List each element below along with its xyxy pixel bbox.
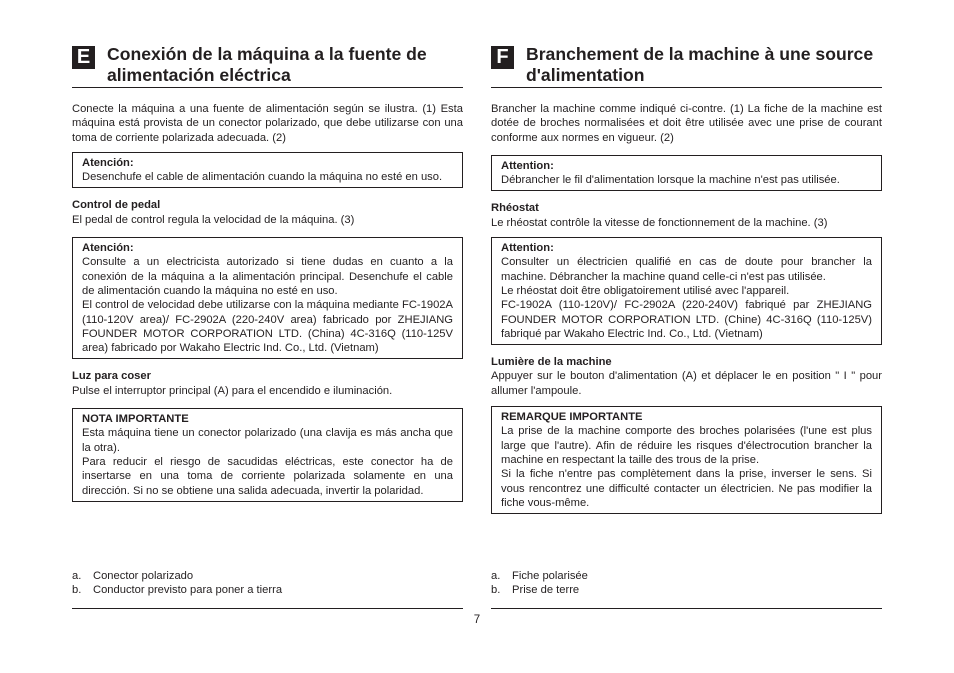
box-text: FC-1902A (110-120V)/ FC-2902A (220-240V) fabriqué par ZHEJIANG FOUNDER MOTOR CORPORATION LTD. (Chine) 4C-316Q (110-125V) fabriqué par Wakaho Electric Ind. Co., Ltd. (Vietnam): [501, 299, 872, 340]
box-text: Para reducir el riesgo de sacudidas eléctricas, este conector ha de insertarse en una toma de corriente polarizada solamente en una dirección. Si no se obtiene una salida adecuada, invertir la polaridad.: [82, 455, 453, 497]
spanish-section: [72, 40, 463, 502]
important-note-box: [491, 406, 882, 514]
intro-paragraph: Conecte la máquina a una fuente de alimentación según se ilustra. (1) Esta máquina está provista de un conector polarizado, que debe utilizarse con una toma de corriente polarizada adecuada. (2): [72, 103, 463, 144]
legend-label: b.: [72, 584, 82, 597]
box-title: REMARQUE IMPORTANTE: [501, 411, 643, 424]
box-text: Si la fiche n'entre pas complètement dans la prise, inverser le sens. Si vous rencontrez une difficulté contacter un électricien. Ne pas modifier la fiche vous-même.: [501, 468, 872, 509]
footer-rule-right: [491, 608, 882, 609]
legend-text: Prise de terre: [512, 584, 580, 597]
section-title: Conexión de la máquina a la fuente de alimentación eléctrica: [107, 44, 427, 85]
box-title: Attention:: [501, 242, 554, 255]
box-text: La prise de la machine comporte des broches polarisées (l'une est plus large que l'autre). Afin de réduire les risques d'électrocution brancher la machine en respectant la taille des trous de la prise.: [501, 425, 872, 466]
pedal-text: Le rhéostat contrôle la vitesse de fonctionnement de la machine. (3): [491, 216, 828, 229]
legend-item: [491, 569, 588, 583]
attention-box-electrician: [72, 237, 463, 359]
box-text: Esta máquina tiene un conector polarizado (una clavija es más ancha que la otra).: [82, 427, 453, 454]
french-section: [491, 40, 882, 514]
legend-text: Fiche polarisée: [512, 570, 588, 582]
section-header: [491, 40, 882, 87]
box-text: Le rhéostat doit être obligatoirement utilisé avec l'appareil.: [501, 284, 790, 297]
attention-box: [72, 152, 463, 189]
intro-paragraph: Brancher la machine comme indiqué ci-contre. (1) La fiche de la machine est dotée de broches normalisées et doit être utilisée avec une prise de courant conforme aux normes en vigueur. (2): [491, 103, 882, 144]
section-header: [72, 40, 463, 87]
pedal-heading: Control de pedal: [72, 199, 161, 212]
legend-text: Conector polarizado: [93, 570, 194, 582]
language-badge: E: [72, 46, 95, 69]
legend-item: [72, 583, 282, 597]
footer-rule-left: [72, 608, 463, 609]
legend-label: a.: [491, 570, 501, 582]
legend-text: Conductor previsto para poner a tierra: [93, 584, 283, 597]
box-text: Desenchufe el cable de alimentación cuando la máquina no esté en uso.: [82, 171, 443, 184]
light-text: Appuyer sur le bouton d'alimentation (A) et déplacer le en position " I " pour allumer l'ampoule.: [491, 370, 882, 397]
legend-label: b.: [491, 584, 501, 597]
pedal-heading: Rhéostat: [491, 202, 539, 215]
important-note-box: [72, 408, 463, 502]
box-text: El control de velocidad debe utilizarse con la máquina mediante FC-1902A (110-120V area)/ FC-2902A (220-240V area) fabricado por ZHEJIANG FOUNDER MOTOR CORPORATION LTD. (China) 4C-316Q (110-125V area) fabricado por Wakaho Electric Ind. Co., Ltd. (Vietnam): [82, 299, 453, 355]
attention-box-electrician: [491, 237, 882, 345]
light-text: Pulse el interruptor principal (A) para el encendido e iluminación.: [72, 384, 393, 397]
box-title: Atención:: [82, 242, 134, 255]
box-text: Consulte a un electricista autorizado si tiene dudas en cuanto a la conexión de la máquina a la alimentación principal. Desenchufe el cable de alimentación cuando la máquina no esté en uso.: [82, 256, 453, 297]
light-heading: Lumière de la machine: [491, 356, 612, 369]
box-title: Attention:: [501, 159, 554, 172]
page-number: 7: [473, 614, 481, 626]
pedal-text: El pedal de control regula la velocidad de la máquina. (3): [72, 213, 355, 226]
box-text: Consulter un électricien qualifié en cas de doute pour brancher la machine. Débrancher la machine quand celle-ci n'est pas utilisée.: [501, 256, 872, 283]
box-text: Débrancher le fil d'alimentation lorsque la machine n'est pas utilisée.: [501, 174, 840, 187]
figure-legend-es: [72, 569, 282, 598]
section-title: Branchement de la machine à une source d'alimentation: [526, 44, 874, 85]
box-title: NOTA IMPORTANTE: [82, 413, 189, 426]
legend-item: [72, 569, 282, 583]
attention-box: [491, 155, 882, 192]
language-badge: F: [491, 46, 514, 69]
light-heading: Luz para coser: [72, 370, 151, 383]
box-title: Atención:: [82, 156, 134, 169]
legend-item: [491, 583, 588, 597]
title-rule: [72, 87, 463, 88]
title-rule: [491, 87, 882, 88]
legend-label: a.: [72, 570, 82, 582]
figure-legend-fr: [491, 569, 588, 598]
